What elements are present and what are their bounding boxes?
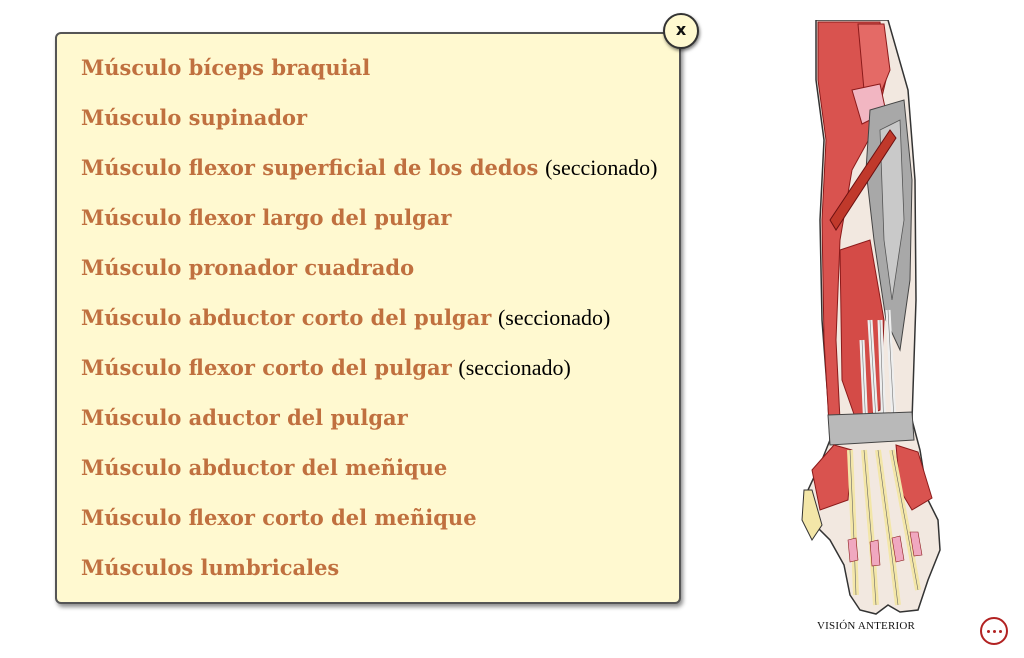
list-item: [81, 455, 447, 481]
list-item: [81, 205, 451, 231]
more-options-button[interactable]: [980, 617, 1008, 645]
list-item: [81, 405, 408, 431]
muscle-link-biceps-braquial[interactable]: Músculo bíceps braquial: [81, 55, 371, 80]
muscle-note: (seccionado): [497, 305, 611, 330]
list-item: [81, 155, 657, 181]
muscle-link-abductor-corto-pulgar[interactable]: Músculo abductor corto del pulgar: [81, 305, 492, 330]
ellipsis-dot: [993, 630, 996, 633]
muscle-note: (seccionado): [458, 355, 571, 380]
muscle-list-popup: [55, 32, 681, 604]
muscle-link-flexor-corto-pulgar[interactable]: Músculo flexor corto del pulgar: [81, 355, 452, 380]
close-button[interactable]: [663, 13, 699, 49]
muscle-link-aductor-pulgar[interactable]: Músculo aductor del pulgar: [81, 405, 408, 430]
list-item: [81, 355, 571, 381]
muscle-link-flexor-corto-menique[interactable]: Músculo flexor corto del meñique: [81, 505, 477, 530]
ellipsis-dot: [999, 630, 1002, 633]
muscle-link-abductor-menique[interactable]: Músculo abductor del meñique: [81, 455, 448, 480]
muscle-note: (seccionado): [545, 155, 658, 180]
list-item: [81, 255, 414, 281]
forearm-anatomy-illustration: [800, 20, 950, 616]
list-item: [81, 305, 610, 331]
muscle-link-flexor-largo-pulgar[interactable]: Músculo flexor largo del pulgar: [81, 205, 452, 230]
muscle-link-flexor-superficial[interactable]: Músculo flexor superficial de los dedos: [81, 155, 539, 180]
illustration-caption: VISIÓN ANTERIOR: [817, 620, 916, 632]
muscle-link-lumbricales[interactable]: Músculos lumbricales: [81, 555, 340, 580]
close-icon: x: [675, 20, 687, 39]
list-item: [81, 505, 477, 531]
muscle-link-supinador[interactable]: Músculo supinador: [81, 105, 308, 130]
ellipsis-circle-icon: [987, 630, 990, 633]
list-item: [81, 555, 339, 581]
list-item: [81, 55, 370, 81]
list-item: [81, 105, 307, 131]
muscle-link-pronador-cuadrado[interactable]: Músculo pronador cuadrado: [81, 255, 415, 280]
